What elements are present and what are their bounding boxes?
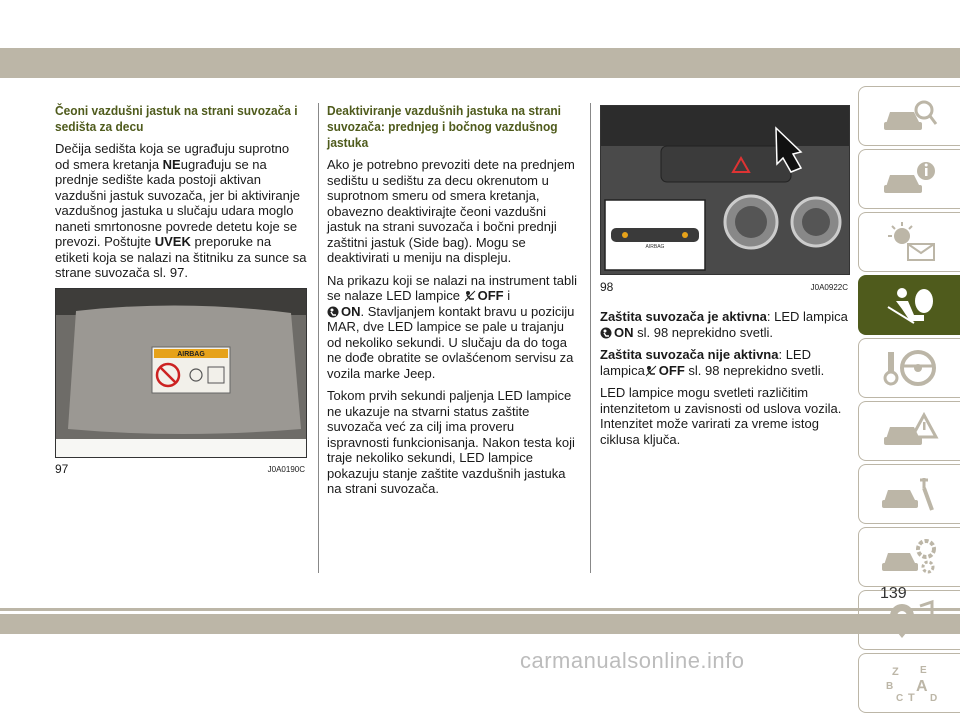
figure-label: AIRBAG: [177, 351, 205, 358]
figure-97-image: [55, 288, 307, 458]
text: Dečija sedišta koja se ugrađuju suprotno od smera kretanja: [55, 141, 290, 172]
figure-number: 97: [55, 462, 69, 476]
sidebar-item-alphabet-index[interactable]: [858, 653, 960, 713]
index-letter: Z: [891, 666, 899, 678]
off-label: OFF: [658, 362, 685, 378]
index-letter: T: [907, 692, 915, 704]
column-1: [55, 103, 307, 288]
index-letter: A: [915, 678, 928, 695]
index-letter: D: [929, 693, 937, 704]
header-band: [0, 48, 960, 78]
footer-band: [0, 614, 960, 634]
emphasis: NE: [162, 156, 181, 172]
alphabet-index-icon: [880, 661, 940, 705]
index-letter: B: [885, 681, 893, 692]
steering-key-icon: [880, 346, 940, 390]
sidebar-item-car-info[interactable]: [858, 149, 960, 209]
paragraph: Ako je potrebno prevoziti dete na prednjem sedištu u sedištu za decu okrenutom u suprotnom smeru od smera kretanja, obavezno deaktivirajte čeoni vazdušni jastuk na strani suvozača i bočni prednji zaštitni jastuk (Side bag). Mogu se deaktivirati u meniju na displeju.: [327, 157, 575, 265]
text: sl. 98 neprekidno svetli.: [637, 324, 773, 340]
text: preporuke na etiketi koja se nalazi na štitniku za sunce sa strane suvozača sl. 97.: [55, 234, 307, 280]
paragraph: [600, 347, 850, 378]
dashboard-controls-illustration: [601, 106, 849, 274]
sidebar-item-car-warning[interactable]: [858, 401, 960, 461]
emphasis: Zaštita suvozača nije aktivna: [600, 347, 779, 362]
car-service-icon: [880, 472, 940, 516]
page-number: 139: [880, 585, 907, 602]
car-settings-icon: [880, 535, 940, 579]
text: : LED lampica: [600, 347, 811, 378]
figure-number: 98: [600, 280, 614, 294]
sidebar-item-car-service[interactable]: [858, 464, 960, 524]
sun-visor-illustration: [56, 289, 306, 457]
column-divider: [318, 103, 319, 573]
paragraph: LED lampice mogu svetleti različitim intenzitetom u zavisnosti od uslova vozila. Intenzitet može varirati za vreme istog ciklusa ključa.: [600, 385, 842, 447]
figure-97-caption: [55, 462, 305, 476]
airbag-off-icon: [464, 290, 476, 302]
sidebar-item-steering-key[interactable]: [858, 338, 960, 398]
car-search-icon: [880, 94, 940, 138]
car-info-icon: [880, 157, 940, 201]
watermark: carmanualsonline.info: [520, 648, 745, 673]
paragraph: [327, 273, 577, 382]
text: ugrađuju se na prednje sedište kada postoji aktivan vazdušni jastuk suvozača, jer bi aktiviranje vazdušnog jastuka u slučaju udara moglo naneti smrtonosne povrede detetu koje se prevozi. Poštujte: [55, 156, 300, 249]
emphasis: UVEK: [154, 234, 191, 249]
airbag-on-icon: [327, 306, 339, 318]
sidebar-item-airbag-safety[interactable]: [858, 275, 960, 335]
sidebar-item-car-search[interactable]: [858, 86, 960, 146]
text: i: [503, 288, 511, 303]
airbag-safety-icon: [880, 283, 940, 327]
text: . Stavljanjem kontakt bravu u poziciju MAR, dve LED lampice se pale u trajanju od nekoliko sekundi. U slučaju da do toga ne dođe obratite se ovlašćenom servisu za vozila marke Jeep.: [327, 303, 575, 381]
figure-98-caption: [600, 280, 848, 294]
section-heading: Deaktiviranje vazdušnih jastuka na strani suvozača: prednjeg i bočnog vazdušnog jastuka: [327, 103, 561, 150]
lights-message-icon: [880, 220, 940, 264]
text: sl. 98 neprekidno svetli.: [688, 362, 825, 378]
car-warning-icon: [880, 409, 940, 453]
sidebar-item-lights-message[interactable]: [858, 212, 960, 272]
sidebar-item-car-settings[interactable]: [858, 527, 960, 587]
index-letter: C: [895, 693, 903, 704]
airbag-on-icon: [600, 327, 612, 339]
text: : LED lampica: [766, 309, 848, 324]
figure-98-image: [600, 105, 850, 275]
figure-code: J0A0190C: [267, 465, 305, 474]
on-label: ON: [341, 303, 361, 319]
paragraph: [600, 309, 850, 340]
paragraph: Tokom prvih sekundi paljenja LED lampice ne ukazuje na stvarni status zaštite suvozača već za cilj ima proveru ispravnosti funkcionisanja. Nakon testa koji traje nekoliko sekundi, LED lampice pokazuju stanje zaštite vazdušnih jastuka na strani suvozača.: [327, 388, 575, 496]
off-label: OFF: [477, 288, 504, 303]
column-2: [327, 103, 577, 504]
figure-label: AIRBAG: [645, 244, 665, 250]
on-label: ON: [614, 324, 634, 340]
emphasis: Zaštita suvozača je aktivna: [600, 309, 767, 324]
figure-code: J0A0922C: [810, 283, 848, 292]
index-letter: E: [919, 665, 927, 676]
section-heading: Čeoni vazdušni jastuk na strani suvozača i sedišta za decu: [55, 103, 298, 134]
footer-line: [0, 608, 960, 611]
column-divider: [590, 103, 591, 573]
airbag-off-icon: [645, 365, 657, 377]
column-3: [600, 309, 850, 454]
paragraph: [55, 141, 307, 281]
text: Na prikazu koji se nalazi na instrument tabli se nalaze LED lampice: [327, 272, 578, 303]
